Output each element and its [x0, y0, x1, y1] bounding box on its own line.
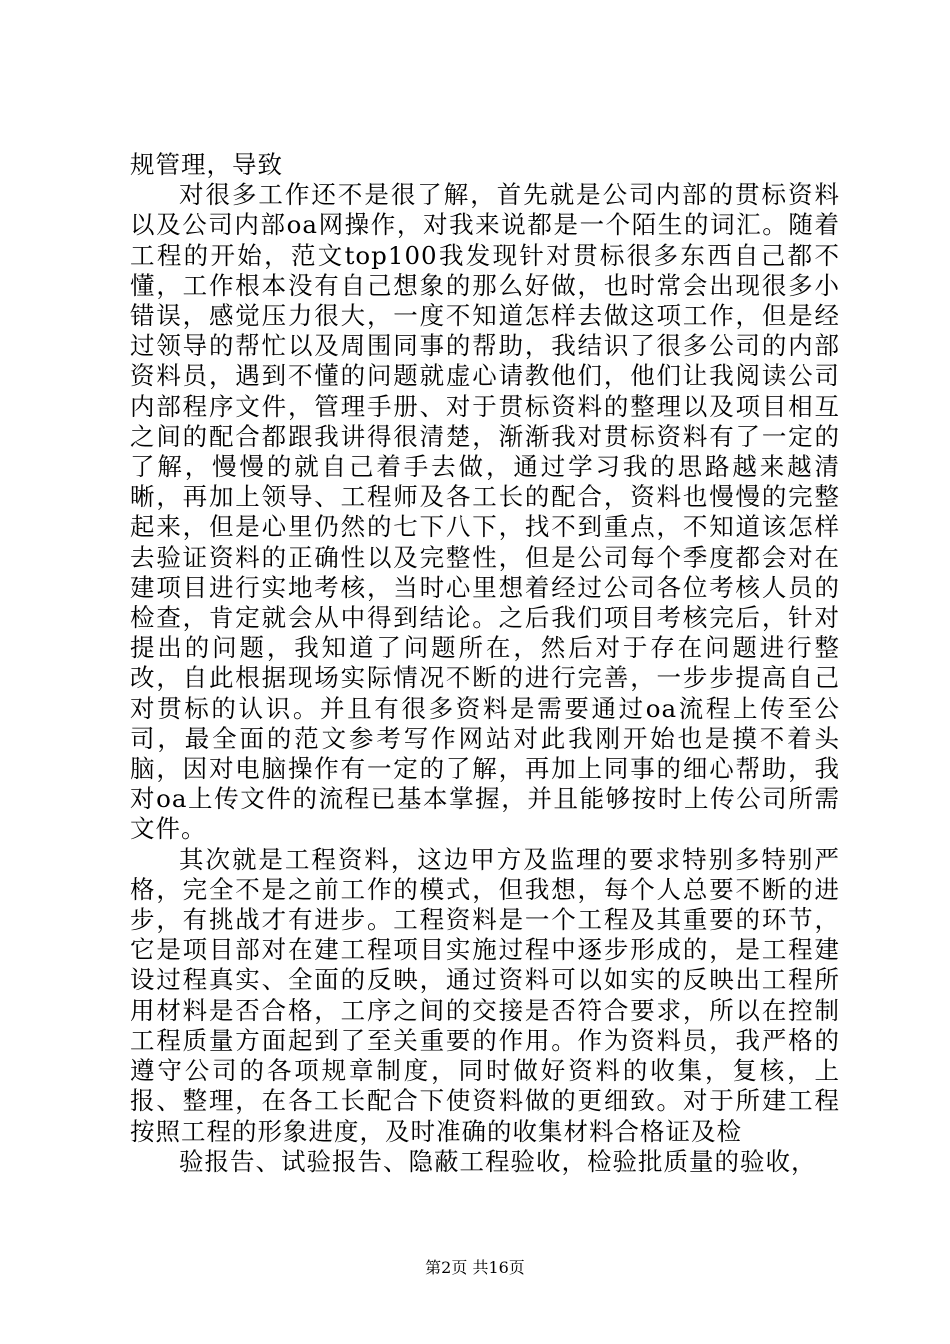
page-footer	[0, 1255, 950, 1278]
paragraph-4: 验报告、试验报告、隐蔽工程验收，检验批质量的验收，	[179, 1146, 817, 1176]
page-number-label: 第2页 共16页	[425, 1258, 525, 1277]
document-body	[130, 150, 840, 1177]
paragraph-3: 其次就是工程资料，这边甲方及监理的要求特别多特别严格，完全不是之前工作的模式，但我想，每个人总要不断的进步，有挑战才有进步。工程资料是一个工程及其重要的环节，它是项目部对在建工程项目实施过程中逐步形成的，是工程建设过程真实、全面的反映，通过资料可以如实的反映出工程所用材料是否合格，工序之间的交接是否符合要求，所以在控制工程质量方面起到了至关重要的作用。作为资料员，我严格的遵守公司的各项规章制度，同时做好资料的收集，复核，上报、整理，在各工长配合下使资料做的更细致。对于所建工程按照工程的形象进度，及时准确的收集材料合格证及检	[130, 844, 840, 1146]
paragraph-1: 规管理，导致	[130, 150, 283, 179]
paragraph-2: 对很多工作还不是很了解，首先就是公司内部的贯标资料以及公司内部oa网操作，对我来说都是一个陌生的词汇。随着工程的开始，范文top100我发现针对贯标很多东西自己都不懂，工作根本没有自己想象的那么好做，也时常会出现很多小错误，感觉压力很大，一度不知道怎样去做这项工作，但是经过领导的帮忙以及周围同事的帮助，我结识了很多公司的内部资料员，遇到不懂的问题就虚心请教他们，他们让我阅读公司内部程序文件，管理手册、对于贯标资料的整理以及项目相互之间的配合都跟我讲得很清楚，渐渐我对贯标资料有了一定的了解，慢慢的就自己着手去做，通过学习我的思路越来越清晰，再加上领导、工程师及各工长的配合，资料也慢慢的完整起来，但是心里仍然的七下八下，找不到重点，不知道该怎样去验证资料的正确性以及完整性，但是公司每个季度都会对在建项目进行实地考核，当时心里想着经过公司各位考核人员的检查，肯定就会从中得到结论。之后我们项目考核完后，针对提出的问题，我知道了问题所在，然后对于存在问题进行整改，自此根据现场实际情况不断的进行完善，一步步提高自己对贯标的认识。并且有很多资料是需要通过oa流程上传至公司，最全面的范文参考写作网站对此我刚开始也是摸不着头脑，因对电脑操作有一定的了解，再加上同事的细心帮助，我对oa上传文件的流程已基本掌握，并且能够按时上传公司所需文件。	[130, 180, 840, 844]
